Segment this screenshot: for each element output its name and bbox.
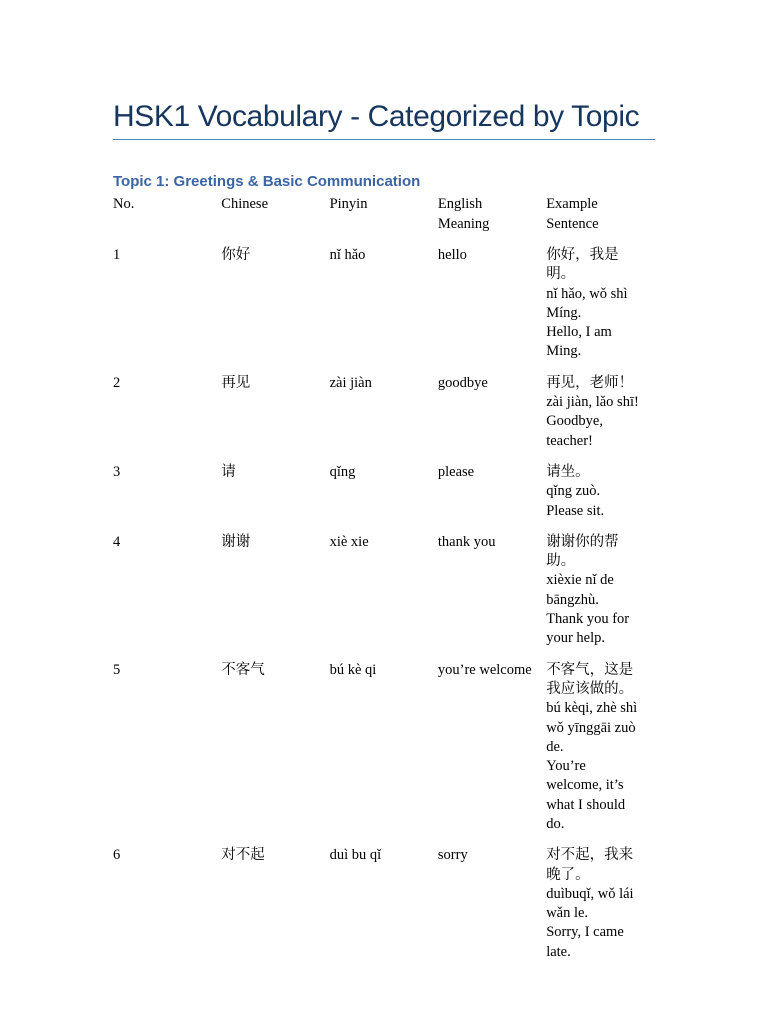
- example-chinese: 不客气，这是我应该做的。: [546, 661, 634, 697]
- table-header-row: [107, 189, 649, 240]
- header-example-sentence: Example Sentence: [546, 196, 599, 232]
- example-english: Thank you for your help.: [546, 611, 630, 647]
- cell-example: [540, 457, 648, 527]
- cell-pinyin: bú kè qi: [329, 661, 377, 678]
- cell-pinyin: duì bu qǐ: [329, 847, 382, 864]
- cell-number: 6: [113, 847, 121, 864]
- cell-chinese: 请: [221, 463, 236, 480]
- example-pinyin: duìbuqǐ, wǒ lái wǎn le.: [546, 885, 634, 922]
- cell-example: [540, 240, 648, 368]
- document-title: HSK1 Vocabulary - Categorized by Topic: [113, 99, 655, 140]
- cell-example: [540, 527, 648, 655]
- example-pinyin: bú kèqi, zhè shì wǒ yīnggāi zuò de.: [546, 700, 638, 755]
- topic-heading: Topic 1: Greetings & Basic Communication: [113, 173, 421, 190]
- cell-number: 3: [113, 463, 121, 480]
- header-no: No.: [113, 196, 135, 213]
- cell-pinyin: zài jiàn: [329, 374, 372, 391]
- example-chinese: 对不起，我来晚了。: [546, 847, 634, 883]
- cell-number: 1: [113, 246, 121, 263]
- header-pinyin: Pinyin: [329, 196, 368, 213]
- example-pinyin: xièxie nǐ de bāngzhù.: [546, 572, 614, 608]
- example-pinyin: nǐ hǎo, wǒ shì Míng.: [546, 285, 628, 321]
- table-row: [107, 368, 649, 457]
- example-pinyin: zài jiàn, lǎo shī!: [546, 394, 639, 411]
- cell-chinese: 你好: [221, 246, 251, 263]
- cell-chinese: 不客气: [221, 661, 265, 678]
- cell-chinese: 谢谢: [221, 533, 251, 550]
- table-body: [107, 240, 649, 968]
- cell-english: sorry: [437, 847, 468, 864]
- table-row: [107, 840, 649, 968]
- cell-number: 4: [113, 533, 121, 550]
- header-english-meaning: English Meaning: [437, 196, 490, 232]
- table-row: [107, 655, 649, 841]
- vocabulary-table: [107, 189, 649, 968]
- cell-number: 2: [113, 374, 121, 391]
- cell-pinyin: qǐng: [329, 463, 356, 480]
- cell-english: thank you: [437, 533, 496, 550]
- cell-example: [540, 840, 648, 968]
- cell-chinese: 对不起: [221, 847, 265, 864]
- table-row: [107, 240, 649, 368]
- cell-chinese: 再见: [221, 374, 251, 391]
- example-english: Please sit.: [546, 502, 605, 519]
- cell-english: hello: [437, 246, 467, 263]
- cell-english: goodbye: [437, 374, 488, 391]
- cell-example: [540, 655, 648, 841]
- example-chinese: 请坐。: [546, 463, 590, 480]
- cell-pinyin: xiè xie: [329, 533, 369, 550]
- example-english: Goodbye, teacher!: [546, 413, 603, 449]
- example-english: Hello, I am Ming.: [546, 324, 612, 360]
- cell-example: [540, 368, 648, 457]
- table-row: [107, 527, 649, 655]
- cell-pinyin: nǐ hǎo: [329, 246, 366, 263]
- example-chinese: 你好，我是明。: [546, 246, 619, 283]
- table-row: [107, 457, 649, 527]
- example-chinese: 再见，老师！: [546, 374, 634, 391]
- example-english: Sorry, I came late.: [546, 924, 624, 960]
- cell-number: 5: [113, 661, 121, 678]
- cell-english: you’re welcome: [437, 661, 532, 678]
- example-english: You’re welcome, it’s what I should do.: [546, 758, 626, 832]
- cell-english: please: [437, 463, 475, 480]
- example-chinese: 谢谢你的帮助。: [546, 533, 619, 570]
- example-pinyin: qǐng zuò.: [546, 483, 601, 500]
- table-head: [107, 189, 649, 240]
- header-chinese: Chinese: [221, 196, 269, 213]
